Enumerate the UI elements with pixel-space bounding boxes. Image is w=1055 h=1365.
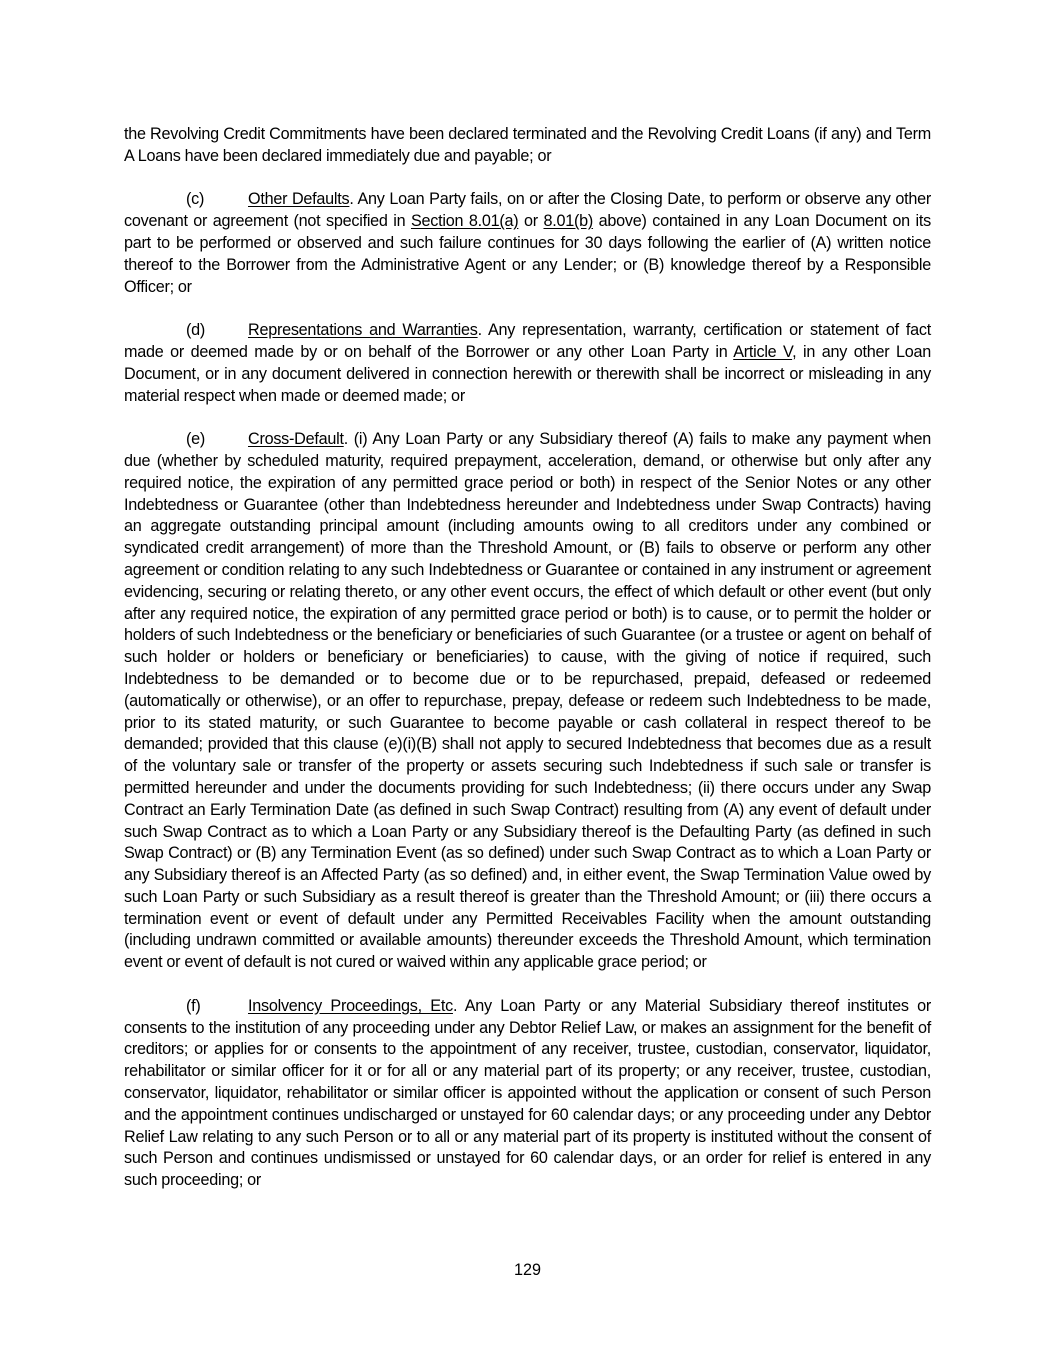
clause-f-text-1: . Any Loan Party or any Material Subsidiary thereof institutes or consents to the institution of any proceeding under any Debtor Relief Law, or makes an assignment for the benefit of creditors; or applies for or consents to the appointment of any receiver, trustee, custodian, conservator, liquidator, rehabilitator or similar officer for it or for all or any material part of its property; or any receiver, trustee, custodian, conservator, liquidator, rehabilitator or similar officer is appointed without the application or consent of such Person and the appointment continues undischarged or unstayed for 60 calendar days; or any proceeding under any Debtor Relief Law relating to any such Person or to all or any material part of its property is instituted without the consent of such Person and continues undismissed or unstayed for 60 calendar days, or an order for relief is entered in any such proceeding; or — [124, 996, 932, 1190]
paragraph-f-insolvency — [124, 996, 931, 1192]
section-ref-8-01b: 8.01(b) — [543, 212, 594, 231]
clause-d-text-2: , in any other Loan Document, or in any document delivered in connection herewith or therewith shall be incorrect or misleading in any material respect when made or deemed made; or — [124, 342, 931, 405]
clause-heading-other-defaults: Other Defaults — [248, 190, 350, 209]
clause-label-f: (f) — [186, 996, 201, 1015]
page-number: 129 — [513, 1261, 541, 1279]
clause-d-text-1: . Any representation, warranty, certification or statement of fact made or deemed made by or on behalf of the Borrower or any other Loan Party in — [124, 321, 931, 361]
clause-heading-insolvency: Insolvency Proceedings, Etc — [248, 996, 453, 1015]
clause-label-d: (d) — [186, 321, 206, 340]
clause-c-text-1: . Any Loan Party fails, on or after the Closing Date, to perform or observe any other covenant or agreement (not specified in — [124, 190, 931, 231]
paragraph-intro-text: the Revolving Credit Commitments have been declared terminated and the Revolving Credit Loans (if any) and Term A Loans have been declared immediately due and payable; or — [124, 125, 931, 165]
document-body — [124, 124, 931, 1214]
paragraph-e-cross-default — [124, 429, 931, 974]
section-ref-8-01a: Section 8.01(a) — [410, 212, 519, 231]
article-ref-v: Article V — [733, 342, 793, 361]
paragraph-d-representations — [124, 320, 931, 407]
clause-heading-representations: Representations and Warranties — [248, 321, 478, 340]
clause-e-text-1: . (i) Any Loan Party or any Subsidiary thereof (A) fails to make any payment when due (whether by scheduled maturity, required prepayment, acceleration, demand, or otherwise but only after any required notice, the expiration of any permitted grace period or both) in respect of the Senior Notes or any other Indebtedness or Guarantee (other than Indebtedness hereunder and Indebtedness under Swap Contracts) having an aggregate outstanding principal amount (including amounts owing to all creditors under any combined or syndicated credit arrangement) of more than the Threshold Amount, or (B) fails to observe or perform any other agreement or condition relating to any such Indebtedness or Guarantee or contained in any instrument or agreement evidencing, securing or relating thereto, or any other event occurs, the effect of which default or other event (but only after any required notice, the expiration of any permitted grace period or both) is to cause, or to permit the holder or holders of such Indebtedness or the beneficiary or beneficiaries of such Guarantee (or a trustee or agent on behalf of such holder or holders or beneficiary or beneficiaries) to cause, with the giving of notice if required, such Indebtedness to be demanded or to become due or to be repurchased, prepaid, defeased or redeemed (automatically or otherwise), or an offer to repurchase, prepay, defease or redeem such Indebtedness to be made, prior to its stated maturity, or such Guarantee to become payable or cash collateral in respect thereof to be demanded; provided that this clause (e)(i)(B) shall not apply to secured Indebtedness that becomes due as a result of the voluntary sale or transfer of the property or assets securing such Indebtedness if such sale or transfer is permitted hereunder and under the documents providing for such Indebtedness; (ii) there occurs under any Swap Contract an Early Termination Date (as defined in such Swap Contract) resulting from (A) any event of default under such Swap Contract as to which a Loan Party or any Subsidiary thereof is the Defaulting Party (as defined in such Swap Contract) or (B) any Termination Event (as so defined) under such Swap Contract as to which a Loan Party or any Subsidiary thereof is an Affected Party (as so defined) and, in either event, the Swap Termination Value owed by such Loan Party or such Subsidiary as a result thereof is greater than the Threshold Amount; or (iii) there occurs a termination event or event of default under any Permitted Receivables Facility when the amount outstanding (including undrawn committed or available amounts) thereunder exceeds the Threshold Amount, which termination event or event of default is not cured or waived within any applicable grace period; or — [124, 430, 931, 972]
clause-c-text-3: above) contained in any Loan Document on its part to be performed or observed and such failure continues for 30 days following the earlier of (A) written notice thereof to the Borrower from the Administrative Agent or any Lender; or (B) knowledge thereof by a Responsible Officer; or — [124, 212, 931, 296]
clause-label-e: (e) — [186, 430, 206, 449]
clause-c-text-2: or — [518, 212, 544, 231]
paragraph-c-other-defaults — [124, 189, 931, 298]
paragraph-intro — [124, 124, 931, 168]
clause-label-c: (c) — [186, 190, 205, 209]
clause-heading-cross-default: Cross-Default — [248, 430, 344, 449]
